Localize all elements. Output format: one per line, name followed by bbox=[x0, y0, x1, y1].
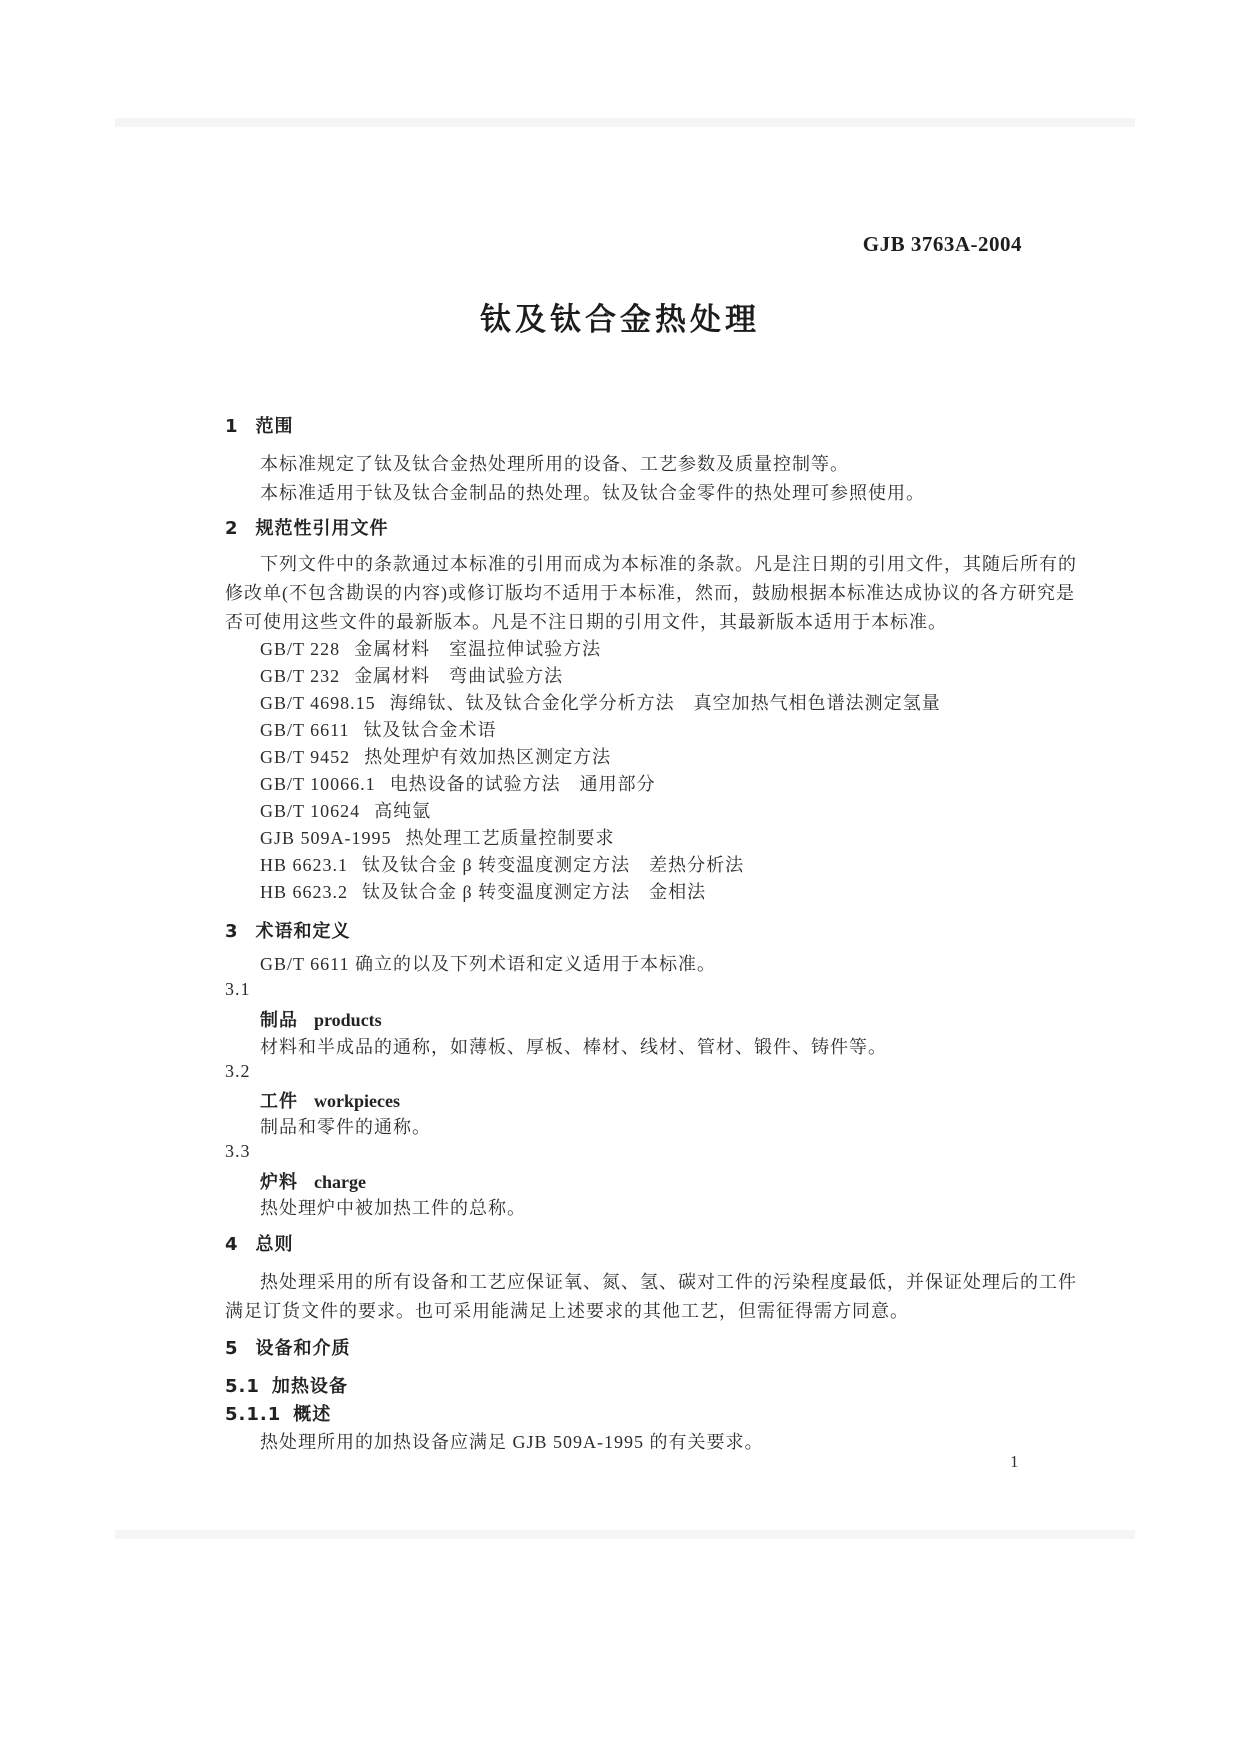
term-1-zh: 制品 bbox=[260, 1010, 298, 1031]
section-5-1-1-title: 概述 bbox=[293, 1404, 332, 1425]
term-1-number: 3.1 bbox=[225, 979, 251, 999]
reference-item bbox=[260, 825, 941, 852]
section-5-heading bbox=[225, 1334, 351, 1360]
section-2-heading bbox=[225, 514, 389, 540]
reference-item bbox=[260, 744, 941, 771]
term-1-entry bbox=[260, 1006, 382, 1032]
section-5-number: 5 bbox=[225, 1338, 239, 1359]
section-2-intro-line-1: 下列文件中的条款通过本标准的引用而成为本标准的条款。凡是注日期的引用文件，其随后所有的 bbox=[260, 554, 1077, 574]
reference-item bbox=[260, 636, 941, 663]
section-2-intro-line-2: 修改单(不包含勘误的内容)或修订版均不适用于本标准，然而，鼓励根据本标准达成协议的各方研究是 bbox=[225, 583, 1075, 603]
section-2-title: 规范性引用文件 bbox=[255, 518, 389, 539]
reference-item bbox=[260, 690, 941, 717]
section-3-title: 术语和定义 bbox=[255, 921, 351, 942]
reference-title: 钛及钛合金术语 bbox=[363, 720, 497, 740]
reference-title: 金属材料 室温拉伸试验方法 bbox=[354, 639, 602, 659]
term-3-number: 3.3 bbox=[225, 1141, 251, 1161]
reference-list bbox=[260, 636, 941, 906]
section-1-heading bbox=[225, 412, 294, 438]
reference-code: GB/T 228 bbox=[260, 639, 341, 659]
scan-artifact-band-bottom bbox=[115, 1530, 1135, 1539]
document-title: 钛及钛合金热处理 bbox=[480, 302, 760, 338]
section-4-line-2: 满足订货文件的要求。也可采用能满足上述要求的其他工艺，但需征得需方同意。 bbox=[225, 1301, 909, 1321]
page-number: 1 bbox=[1010, 1452, 1019, 1471]
term-2-number: 3.2 bbox=[225, 1061, 251, 1081]
reference-item bbox=[260, 879, 941, 906]
reference-item bbox=[260, 798, 941, 825]
section-2-intro bbox=[225, 550, 1105, 637]
term-3-en: charge bbox=[314, 1172, 366, 1192]
term-3-zh: 炉料 bbox=[260, 1172, 298, 1193]
reference-code: GB/T 10624 bbox=[260, 801, 361, 821]
section-5-1-heading bbox=[225, 1372, 348, 1398]
section-1-paragraph-1: 本标准规定了钛及钛合金热处理所用的设备、工艺参数及质量控制等。 bbox=[260, 454, 849, 474]
reference-code: HB 6623.1 bbox=[260, 855, 349, 875]
section-1-title: 范围 bbox=[255, 416, 294, 437]
reference-item bbox=[260, 717, 941, 744]
section-5-1-number: 5.1 bbox=[225, 1376, 260, 1397]
reference-title: 钛及钛合金 β 转变温度测定方法 金相法 bbox=[362, 882, 707, 902]
reference-code: GB/T 4698.15 bbox=[260, 693, 376, 713]
reference-title: 钛及钛合金 β 转变温度测定方法 差热分析法 bbox=[362, 855, 745, 875]
section-1-paragraph-2: 本标准适用于钛及钛合金制品的热处理。钛及钛合金零件的热处理可参照使用。 bbox=[260, 483, 925, 503]
section-2-number: 2 bbox=[225, 518, 239, 539]
term-2-entry bbox=[260, 1087, 400, 1113]
section-3-intro: GB/T 6611 确立的以及下列术语和定义适用于本标准。 bbox=[260, 954, 717, 974]
term-1-en: products bbox=[314, 1010, 382, 1030]
section-4-heading bbox=[225, 1230, 294, 1256]
document-code: GJB 3763A-2004 bbox=[862, 232, 1022, 256]
section-3-heading bbox=[225, 917, 351, 943]
section-1-number: 1 bbox=[225, 416, 239, 437]
reference-code: GB/T 10066.1 bbox=[260, 774, 376, 794]
section-5-1-title: 加热设备 bbox=[271, 1376, 348, 1397]
term-3-definition: 热处理炉中被加热工件的总称。 bbox=[260, 1198, 526, 1218]
section-5-title: 设备和介质 bbox=[255, 1338, 351, 1359]
section-5-1-1-body: 热处理所用的加热设备应满足 GJB 509A-1995 的有关要求。 bbox=[260, 1432, 764, 1452]
reference-title: 金属材料 弯曲试验方法 bbox=[354, 666, 564, 686]
reference-code: GJB 509A-1995 bbox=[260, 828, 392, 848]
reference-code: GB/T 9452 bbox=[260, 747, 351, 767]
section-3-number: 3 bbox=[225, 921, 239, 942]
section-4-title: 总则 bbox=[255, 1234, 294, 1255]
term-3-entry bbox=[260, 1168, 366, 1194]
reference-code: GB/T 232 bbox=[260, 666, 341, 686]
reference-title: 热处理工艺质量控制要求 bbox=[405, 828, 615, 848]
reference-title: 高纯氩 bbox=[374, 801, 432, 821]
section-4-paragraph bbox=[225, 1268, 1105, 1326]
reference-title: 电热设备的试验方法 通用部分 bbox=[389, 774, 656, 794]
reference-code: GB/T 6611 bbox=[260, 720, 350, 740]
section-2-intro-line-3: 否可使用这些文件的最新版本。凡是不注日期的引用文件，其最新版本适用于本标准。 bbox=[225, 612, 947, 632]
term-2-zh: 工件 bbox=[260, 1091, 298, 1112]
reference-code: HB 6623.2 bbox=[260, 882, 349, 902]
reference-title: 热处理炉有效加热区测定方法 bbox=[364, 747, 612, 767]
section-5-1-1-number: 5.1.1 bbox=[225, 1404, 282, 1425]
section-4-number: 4 bbox=[225, 1234, 239, 1255]
term-1-definition: 材料和半成品的通称，如薄板、厚板、棒材、线材、管材、锻件、铸件等。 bbox=[260, 1037, 887, 1057]
term-2-en: workpieces bbox=[314, 1091, 400, 1111]
reference-item bbox=[260, 852, 941, 879]
reference-title: 海绵钛、钛及钛合金化学分析方法 真空加热气相色谱法测定氢量 bbox=[389, 693, 941, 713]
reference-item bbox=[260, 663, 941, 690]
scan-artifact-band-top bbox=[115, 118, 1135, 127]
reference-item bbox=[260, 771, 941, 798]
section-5-1-1-heading bbox=[225, 1400, 331, 1426]
section-4-line-1: 热处理采用的所有设备和工艺应保证氧、氮、氢、碳对工件的污染程度最低，并保证处理后的工件 bbox=[260, 1272, 1077, 1292]
term-2-definition: 制品和零件的通称。 bbox=[260, 1117, 431, 1137]
